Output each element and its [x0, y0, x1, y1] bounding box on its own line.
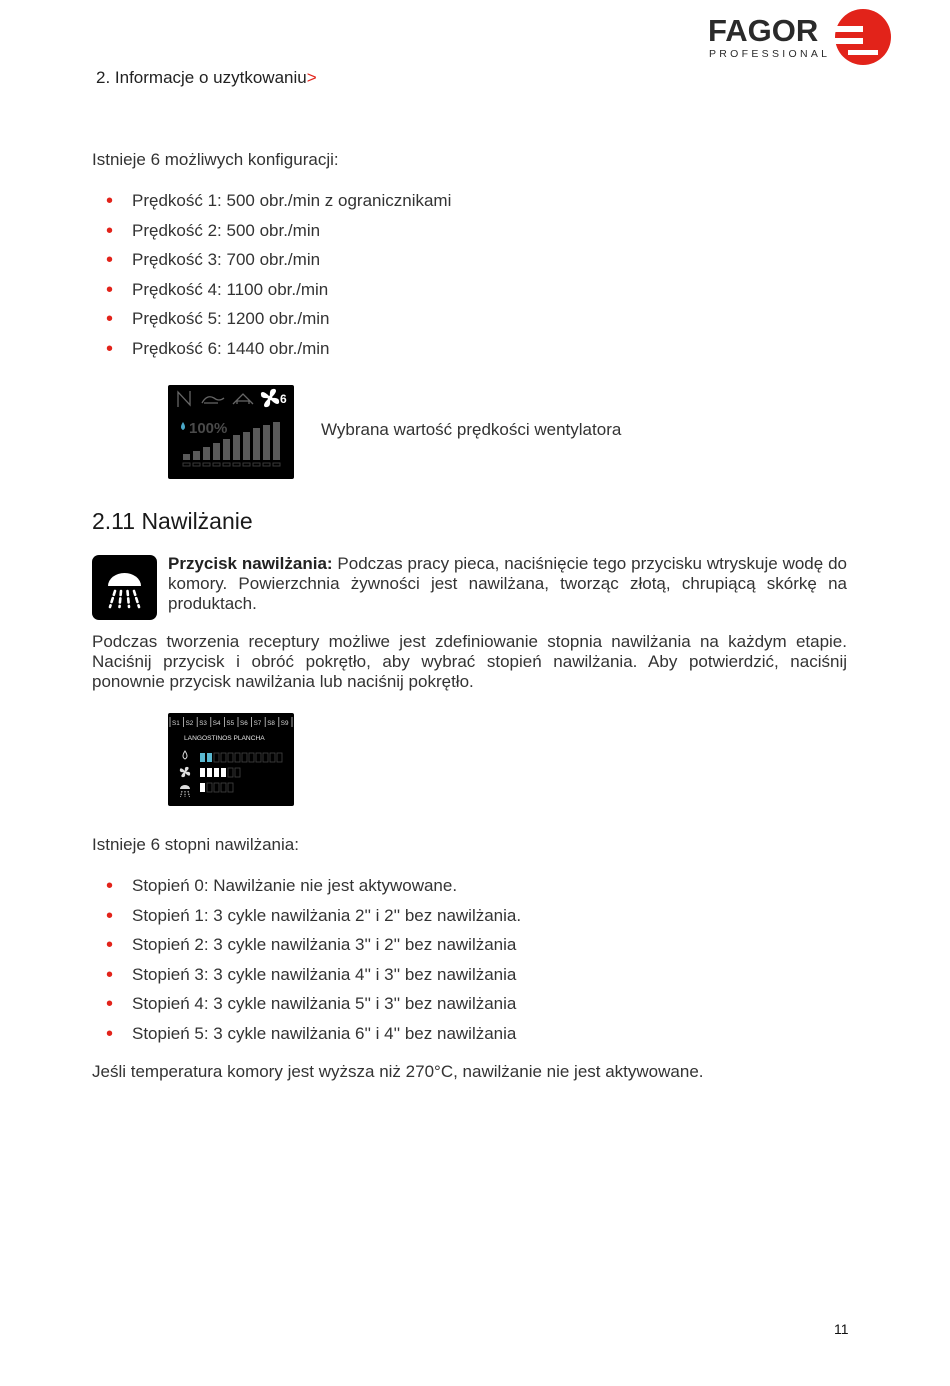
bullet-icon: • [106, 337, 114, 360]
shower-icon [180, 785, 190, 797]
bullet-icon: • [106, 963, 114, 986]
step-tab: S1 [172, 720, 180, 727]
bullet-icon: • [106, 308, 114, 331]
bullet-icon: • [106, 278, 114, 301]
step-tab: S5 [226, 720, 235, 727]
humidify-button-label: Przycisk nawilżania: [168, 554, 333, 573]
humidity-drop-icon [183, 751, 187, 759]
bullet-icon: • [106, 934, 114, 957]
step-tab: S4 [212, 720, 221, 727]
bullet-icon: • [106, 190, 114, 212]
recipe-screen [168, 713, 294, 806]
logo-subword: PROFESSIONAL [709, 48, 831, 60]
fan-speed-screen [168, 385, 294, 479]
list-item: • Prędkość 4: 1100 obr./min [106, 278, 329, 301]
list-item: • Stopień 4: 3 cykle nawilżania 5'' i 3'' bez nawilżania [106, 993, 517, 1016]
humidity-value: 100% [189, 420, 228, 437]
levels-list [92, 875, 742, 1053]
breadcrumb [96, 68, 317, 88]
humidify-button-description: Przycisk nawilżania: Podczas pracy pieca, naciśnięcie tego przycisku wtryskuje wodę do komory. Powierzchnia żywności jest nawilżana, tworząc złotą, chrupiącą skórkę na produktach. [168, 554, 847, 613]
list-item: • Prędkość 5: 1200 obr./min [106, 308, 330, 331]
oven-icon [233, 394, 253, 404]
fan-icon [261, 389, 279, 407]
list-item: • Stopień 3: 3 cykle nawilżania 4'' i 3'' bez nawilżania [106, 963, 517, 986]
bullet-icon: • [106, 249, 114, 272]
step-tab: S9 [280, 720, 289, 727]
fan-level-value: 6 [280, 392, 287, 406]
logo-word: FAGOR [708, 13, 819, 48]
list-item: • Prędkość 6: 1440 obr./min [106, 337, 330, 360]
list-item: • Stopień 5: 3 cykle nawilżania 6'' i 4'' bez nawilżania [106, 1022, 517, 1045]
grill-icon [202, 397, 224, 403]
fagor-logo [708, 8, 894, 68]
list-item: • Prędkość 2: 500 obr./min [106, 219, 321, 242]
breadcrumb-arrow-icon: > [306, 68, 317, 87]
list-item: • Prędkość 3: 700 obr./min [106, 249, 321, 272]
fan-icon [180, 767, 190, 777]
bullet-icon: • [106, 1022, 114, 1045]
bullet-icon: • [106, 993, 114, 1016]
temperature-note: Jeśli temperatura komory jest wyższa niż 270°C, nawilżanie nie jest aktywowane. [92, 1062, 704, 1081]
step-tab: S6 [240, 720, 248, 727]
bullet-icon: • [106, 219, 114, 242]
humidify-level-bars [200, 783, 233, 792]
list-item: • Stopień 0: Nawilżanie nie jest aktywowane. [106, 875, 458, 897]
fan-level-bars [200, 768, 240, 777]
list-item: • Stopień 2: 3 cykle nawilżania 3'' i 2'' bez nawilżania [106, 934, 517, 957]
section-title: 2.11 Nawilżanie [92, 508, 253, 534]
step-tab: S7 [253, 720, 262, 727]
fan-speed-caption: Wybrana wartość prędkości wentylatora [321, 420, 622, 439]
recipe-name: LANGOSTINOS PLANCHA [184, 735, 265, 742]
step-tabs [172, 720, 289, 727]
speeds-intro: Istnieje 6 możliwych konfiguracji: [92, 150, 339, 169]
step-tab: S3 [199, 720, 207, 727]
bullet-icon: • [106, 904, 114, 927]
list-item: • Stopień 1: 3 cykle nawilżania 2'' i 2'' bez nawilżania. [106, 904, 522, 927]
page-number: 11 [834, 1321, 849, 1337]
list-item: • Prędkość 1: 500 obr./min z ogranicznikami [106, 190, 452, 212]
mode-icon [178, 391, 190, 407]
humidity-drop-icon [181, 422, 185, 430]
recipe-paragraph: Podczas tworzenia receptury możliwe jest zdefiniowanie stopnia nawilżania na każdym etapie. Naciśnij przycisk i obróć pokrętło, aby wybrać stopień nawilżania. Aby potwierdzić, naciśnij ponownie przycisk nawilżania lub naciśnij pokrętło. [92, 632, 847, 691]
breadcrumb-text: 2. Informacje o uzytkowaniu [96, 68, 307, 87]
humidify-button-icon [92, 555, 157, 620]
step-tab: S8 [267, 720, 275, 727]
levels-intro: Istnieje 6 stopni nawilżania: [92, 835, 299, 854]
step-tab: S2 [185, 720, 194, 727]
humidity-level-bars [200, 753, 282, 762]
bullet-icon: • [106, 875, 114, 897]
speed-list [92, 190, 692, 368]
